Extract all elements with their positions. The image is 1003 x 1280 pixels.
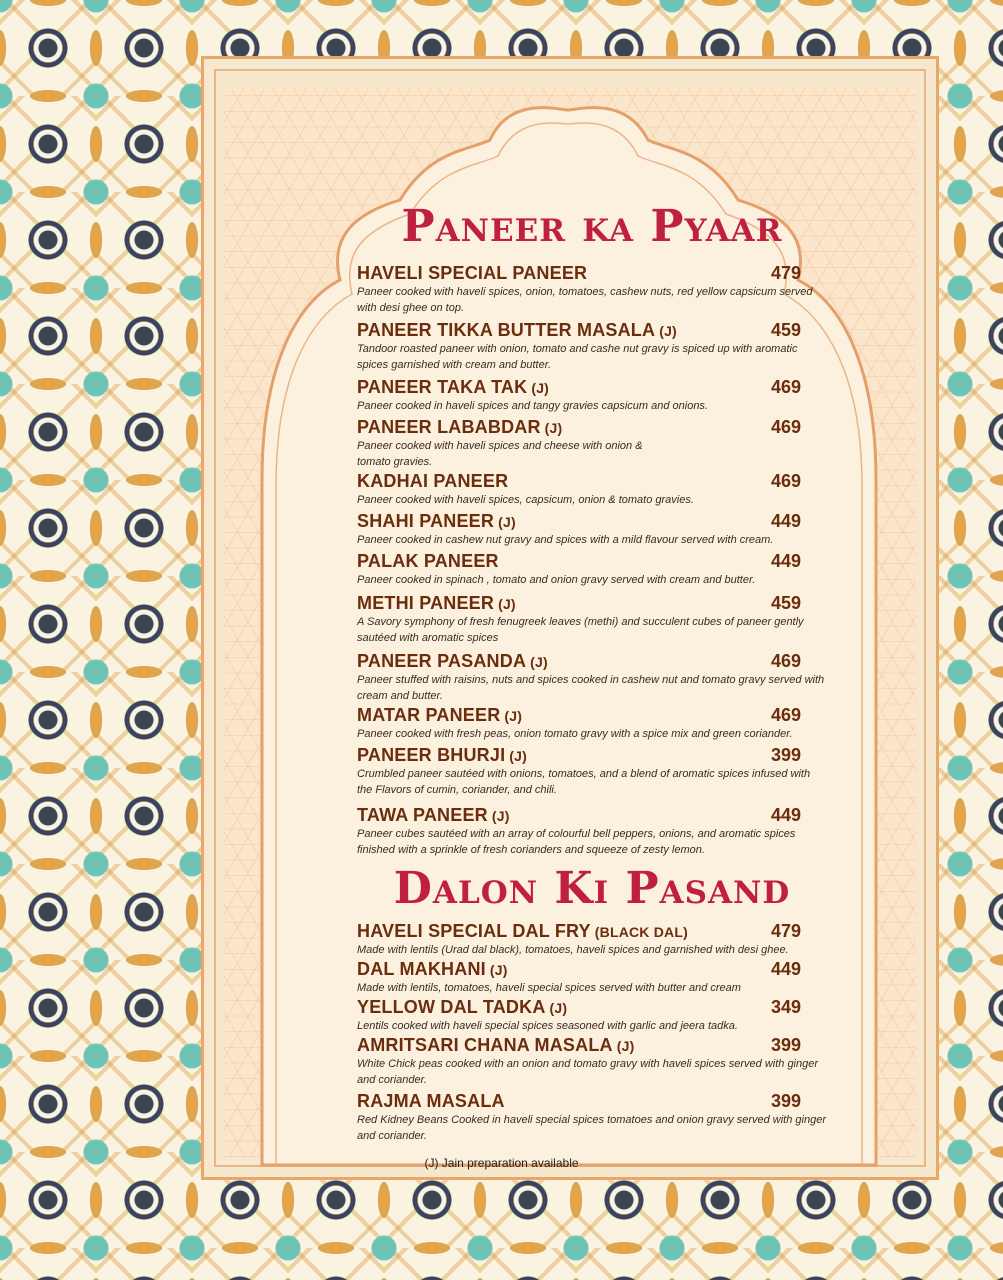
item-price: 469 [771, 471, 802, 491]
item-tag: (J) [491, 808, 510, 824]
item-tag: (J) [489, 962, 508, 978]
section-title-dal: Dalon Ki Pasand [393, 863, 791, 914]
item-description: White Chick peas cooked with an onion and tomato gravy with haveli spices served with ginger and coriander. [357, 1058, 819, 1086]
item-description: Lentils cooked with haveli special spices seasoned with garlic and jeera tadka. [357, 1020, 738, 1032]
menu-item [357, 805, 827, 863]
menu-item [357, 959, 827, 997]
item-description: Paneer cubes sautéed with an array of colourful bell peppers, onions, and aromatic spices finished with a sprinkle of fresh corianders and squeeze of zesty lemon. [357, 828, 796, 856]
item-name: DAL MAKHANI [357, 959, 486, 979]
item-name: KADHAI PANEER [357, 471, 509, 491]
menu-item [357, 320, 827, 377]
item-price: 479 [771, 921, 802, 941]
section-title-paneer: Paneer ka Pyaar [401, 201, 783, 252]
item-name: HAVELI SPECIAL DAL FRY [357, 921, 591, 941]
item-description: Red Kidney Beans Cooked in haveli special spices tomatoes and onion gravy served with ginger and coriander. [357, 1114, 826, 1142]
item-name: PANEER LABABDAR [357, 417, 541, 437]
menu-item [357, 997, 827, 1035]
item-name: SHAHI PANEER [357, 511, 495, 531]
item-description: Paneer cooked with haveli spices, capsicum, onion & tomato gravies. [357, 494, 694, 506]
item-name: RAJMA MASALA [357, 1091, 505, 1111]
menu-item [357, 471, 827, 511]
menu-content [357, 201, 827, 1145]
item-price: 449 [771, 551, 802, 571]
item-description: Paneer stuffed with raisins, nuts and spices cooked in cashew nut and tomato gravy served with cream and butter. [357, 674, 825, 702]
item-description: Made with lentils (Urad dal black), tomatoes, haveli spices and garnished with desi ghee. [357, 944, 789, 956]
item-description: Paneer cooked in haveli spices and tangy gravies capsicum and onions. [357, 400, 708, 412]
item-name: PANEER PASANDA [357, 651, 527, 671]
item-tag: (J) [616, 1038, 635, 1054]
item-tag: (J) [504, 708, 523, 724]
menu-item [357, 377, 827, 417]
menu-item [357, 705, 827, 745]
item-description: Made with lentils, tomatoes, haveli special spices served with butter and cream [357, 982, 741, 994]
item-description: Tandoor roasted paneer with onion, tomato and cashe nut gravy is spiced up with aromatic spices garnished with cream and butter. [357, 343, 798, 371]
item-price: 399 [771, 1035, 802, 1055]
menu-item [357, 263, 827, 320]
item-price: 459 [771, 320, 802, 340]
item-description: A Savory symphony of fresh fenugreek leaves (methi) and succulent cubes of paneer gently sautéed with aromatic spices [357, 616, 804, 644]
item-tag: (J) [498, 514, 516, 530]
menu-item [357, 511, 827, 551]
item-price: 469 [771, 651, 802, 671]
item-price: 349 [771, 997, 802, 1017]
item-name: PALAK PANEER [357, 551, 499, 571]
menu-item [357, 921, 827, 959]
item-description: Paneer cooked in spinach , tomato and onion gravy served with cream and butter. [357, 574, 756, 586]
item-description: Paneer cooked in cashew nut gravy and spices with a mild flavour served with cream. [357, 534, 774, 546]
item-name: YELLOW DAL TADKA [357, 997, 546, 1017]
menu-item [357, 1035, 827, 1091]
item-price: 469 [771, 417, 802, 437]
item-tag: (J) [509, 748, 528, 764]
item-description: Crumbled paneer sautéed with onions, tomatoes, and a blend of aromatic spices infused with the Flavors of cumin, coriander, and chili. [357, 768, 811, 796]
menu-item [357, 593, 827, 651]
item-description: Paneer cooked with haveli spices, onion, tomatoes, cashew nuts, red yellow capsicum served with desi ghee on top. [357, 286, 813, 314]
item-price: 399 [771, 745, 802, 765]
item-price: 449 [771, 959, 802, 979]
item-price: 469 [771, 377, 802, 397]
menu-item [357, 1091, 827, 1145]
menu-item [357, 651, 827, 705]
item-tag: (J) [530, 654, 548, 670]
item-tag: (J) [549, 1000, 568, 1016]
item-description: Paneer cooked with haveli spices and cheese with onion & tomato gravies. [357, 440, 643, 468]
item-description: Paneer cooked with fresh peas, onion tomato gravy with a spice mix and green coriander. [357, 728, 793, 740]
item-name: MATAR PANEER [357, 705, 501, 725]
item-tag: (J) [498, 596, 516, 612]
item-tag: (J) [544, 420, 563, 436]
menu-item [357, 417, 827, 471]
item-tag: (J) [659, 323, 677, 339]
item-price: 479 [771, 263, 802, 283]
item-name: METHI PANEER [357, 593, 495, 613]
menu-item [357, 551, 827, 593]
item-price: 449 [771, 511, 802, 531]
item-name: PANEER BHURJI [357, 745, 506, 765]
jain-footnote: (J) Jain preparation available [424, 1156, 579, 1170]
item-name: PANEER TIKKA BUTTER MASALA [357, 320, 656, 340]
menu-item [357, 745, 827, 805]
item-tag: (J) [531, 380, 550, 396]
item-price: 459 [771, 593, 802, 613]
item-price: 449 [771, 805, 802, 825]
item-price: 399 [771, 1091, 802, 1111]
item-name: PANEER TAKA TAK [357, 377, 528, 397]
item-price: 469 [771, 705, 802, 725]
item-name: TAWA PANEER [357, 805, 488, 825]
item-tag: (BLACK DAL) [594, 924, 688, 940]
item-name: HAVELI SPECIAL PANEER [357, 263, 588, 283]
item-name: AMRITSARI CHANA MASALA [357, 1035, 613, 1055]
